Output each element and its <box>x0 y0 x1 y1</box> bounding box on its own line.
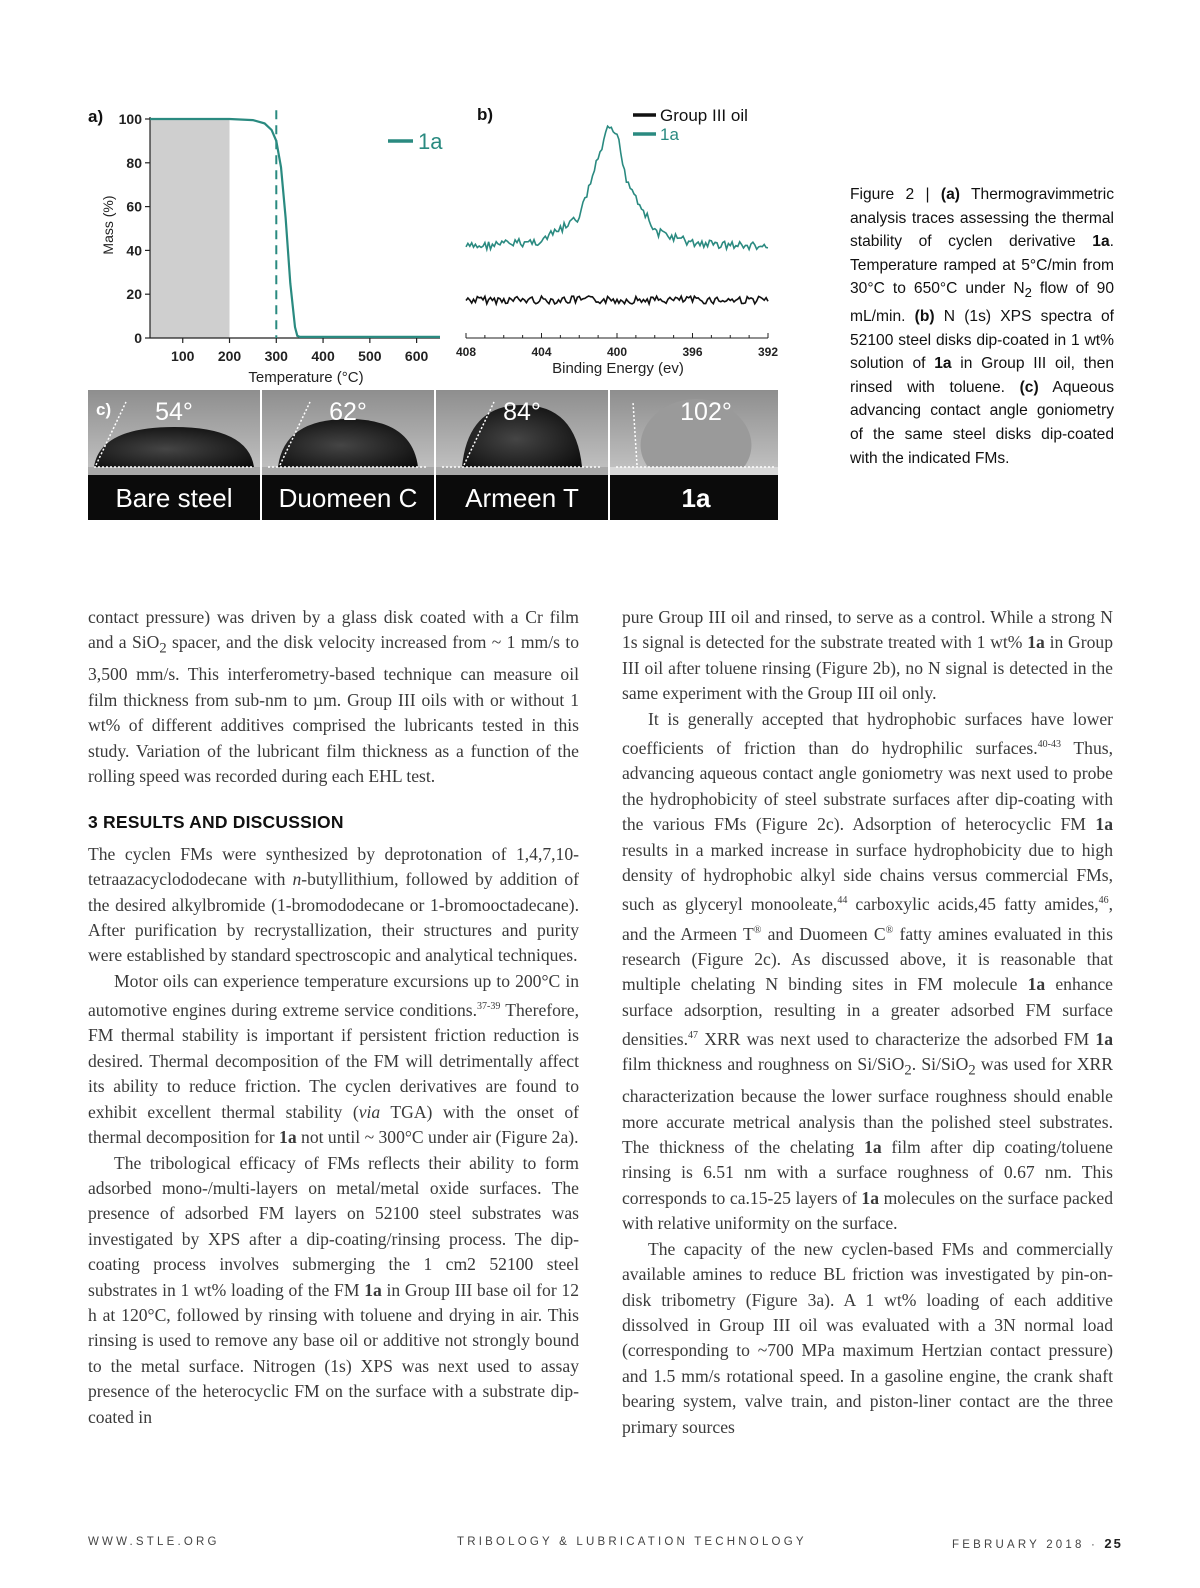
text-run: , and the Armeen T <box>622 894 1113 944</box>
tile-label: Armeen T <box>465 483 579 513</box>
panel-a <box>88 107 443 386</box>
panel-a-ytick-label: 40 <box>126 242 142 259</box>
compound-ref: 1a <box>364 1279 382 1300</box>
compound-ref: 1a <box>279 1127 297 1148</box>
panel-b <box>456 105 778 377</box>
caption-subscript: 2 <box>1024 285 1032 301</box>
text-run: . Si/SiO <box>911 1054 969 1075</box>
subscript: 2 <box>159 640 167 657</box>
panel-a-xtick-label: 200 <box>217 348 242 364</box>
caption-b-label: (b) <box>914 308 935 326</box>
panel-a-xtick-label: 400 <box>311 348 335 364</box>
panel-a-yticks <box>119 111 150 346</box>
footer-journal: TRIBOLOGY & LUBRICATION TECHNOLOGY <box>457 1536 807 1548</box>
text-run: contact pressure) was driven by a glass disk coated with a Cr film and a SiO <box>88 607 579 653</box>
text-run: The cyclen FMs were synthesized by deprotonation of 1,4,7,10-tetraazacyclododecane with <box>88 843 579 890</box>
contact-angle-value: 54° <box>155 398 193 426</box>
substrate-surface <box>610 467 778 475</box>
panel-a-xtick-label: 300 <box>264 348 288 364</box>
caption-c-text: Aqueous advancing contact angle goniometry of the same steel disks dip-coated with the indicated FMs. <box>850 378 1114 467</box>
text-run: film thickness and roughness on Si/SiO <box>622 1054 905 1075</box>
figure-caption <box>850 183 1114 470</box>
italic-run: n <box>292 869 302 890</box>
contact-angle-value: 84° <box>503 398 541 426</box>
text-run: in Group III base oil for 12 h at 120°C, followed by rinsing with toluene and drying in air. This rinsing is used to remove any base oil or additive not strongly bound to the metal surface. Nitrogen (1s) XPS was next used to assay presence of the heterocyclic FM on the surface with a substrate dip-coated in <box>88 1279 579 1427</box>
panel-b-xtick-label: 396 <box>682 345 703 359</box>
substrate-surface <box>262 467 434 475</box>
panel-a-xlabel: Temperature (°C) <box>248 369 364 386</box>
panel-a-xtick-label: 100 <box>171 348 195 364</box>
footer-date <box>952 1536 1123 1551</box>
text-run: Thus, advancing aqueous contact angle goniometry was next used to probe the hydrophobicity of steel substrate surfaces after dip-coating with the various FMs (Figure 2c). Adsorption of heterocyclic FM <box>622 737 1113 835</box>
contact-angle-tile <box>262 390 434 520</box>
text-run: and Duomeen C <box>761 923 886 944</box>
citation: 47 <box>687 1030 698 1042</box>
paragraph <box>88 969 579 1151</box>
paragraph: The capacity of the new cyclen-based FMs and commercially available amines to reduce BL friction was investigated by pin-on-disk tribometry (Figure 3a). A 1 wt% loading of each additive dissolved in Group III oil was evaluated with a 3N normal load (corresponding to ~700 MPa maximum Hertzian contact pressure) and 1.5 mm/s rotational speed. In a gasoline engine, the crank shaft bearing system, valve train, and piston-liner contact are the three primary sources <box>622 1238 1113 1437</box>
compound-ref: 1a <box>1027 632 1045 653</box>
page-number: 25 <box>1104 1536 1123 1551</box>
caption-a-text: . Temperature ramped at 5°C/min from 30°C to 650°C under N <box>850 233 1114 298</box>
panel-c <box>88 390 778 520</box>
contact-angle-tile <box>610 390 778 520</box>
text-run: was used for XRR characterization because the lower surface roughness should enable more accurate metrical analysis than the polished steel substrates. The thickness of the chelating <box>622 1054 1113 1158</box>
italic-run: via <box>358 1101 381 1122</box>
panel-a-xtick-label: 500 <box>358 348 382 364</box>
compound-ref: 1a <box>1027 974 1046 995</box>
compound-ref: 1a <box>1095 1028 1113 1049</box>
panel-b-xtick-label: 392 <box>757 345 778 359</box>
text-run: Therefore, FM thermal stability is important if persistent friction reduction is desired. Thermal decomposition of the FM will detrimentally affect its ability to reduce friction. The cyclen derivatives are found to exhibit excellent thermal stability ( <box>88 1000 579 1122</box>
tile-label: 1a <box>681 483 711 513</box>
panel-b-label: b) <box>477 105 494 124</box>
panel-b-spectrum-1a <box>466 126 768 249</box>
section-heading: 3 RESULTS AND DISCUSSION <box>88 812 344 833</box>
text-run: in Group III oil after toluene rinsing (Figure 2b), no N signal is detected in the same experiment with the Group III oil only. <box>622 632 1113 704</box>
panel-a-legend-label: 1a <box>418 129 443 154</box>
text-run: The tribological efficacy of FMs reflects their ability to form adsorbed mono-/multi-layers on metal/metal oxide surfaces. The presence of adsorbed FM layers on 52100 steel substrates was investigated by XPS after a dip-coating/rinsing process. The dip-coating process involves submerging the 1 cm2 52100 steel substrates in 1 wt% loading of the FM <box>88 1152 579 1300</box>
panel-a-ylabel: Mass (%) <box>100 195 116 255</box>
registered-mark: ® <box>753 924 762 936</box>
panel-c-label: c) <box>96 400 112 419</box>
contact-angle-tile <box>436 390 608 520</box>
text-run: pure Group III oil and rinsed, to serve as a control. While a strong N 1s signal is detected for the substrate treated with 1 wt% <box>622 607 1113 653</box>
tile-label: Bare steel <box>115 483 233 513</box>
figure-2 <box>88 100 778 525</box>
panel-a-xticks <box>171 338 428 364</box>
subscript: 2 <box>904 1062 912 1079</box>
panel-a-xtick-label: 600 <box>404 348 429 364</box>
panel-b-xlabel: Binding Energy (ev) <box>552 360 684 377</box>
substrate-surface <box>436 467 608 475</box>
panel-b-xtick-label: 408 <box>455 345 477 359</box>
paragraph <box>88 842 579 969</box>
text-run: not until ~ 300°C under air (Figure 2a). <box>296 1127 579 1148</box>
text-run: XRR was next used to characterize the adsorbed FM <box>697 1028 1096 1049</box>
panel-a-ytick-label: 60 <box>126 198 142 215</box>
panel-b-legend-group3: Group III oil <box>660 106 748 125</box>
compound-ref: 1a <box>1095 814 1113 835</box>
text-run: molecules on the surface packed with relative uniformity on the surface. <box>622 1187 1113 1234</box>
caption-compound: 1a <box>1092 233 1110 251</box>
panel-b-spectrum-group3 <box>466 296 768 304</box>
footer-website: WWW.STLE.ORG <box>88 1536 220 1548</box>
panel-b-legend-1a: 1a <box>660 125 679 144</box>
substrate-surface <box>88 467 260 475</box>
text-run: enhance surface adsorption, resulting in a greater adsorbed FM surface densities. <box>622 974 1113 1049</box>
caption-a-text: flow of 90 mL/min. <box>850 280 1114 326</box>
caption-c-label: (c) <box>1019 378 1039 396</box>
panel-b-xticks <box>456 333 778 359</box>
compound-ref: 1a <box>861 1187 879 1208</box>
contact-angle-value: 62° <box>329 398 367 426</box>
panel-b-xtick-label: 400 <box>606 345 628 359</box>
text-run: Motor oils can experience temperature excursions up to 200°C in automotive engines during extreme service conditions. <box>88 970 579 1021</box>
text-run: spacer, and the disk velocity increased from ~ 1 mm/s to 3,500 mm/s. This interferometry-based technique can measure oil film thickness from sub-nm to µm. Group III oils with or without 1 wt% of different additives comprised the lubricants tested in this study. Variation of the lubricant film thickness as a function of the rolling speed was recorded during each EHL test. <box>88 632 579 786</box>
text-run: results in a marked increase in surface hydrophobicity due to high density of hydrophobic alkyl side chains versus commercial FMs, such as glyceryl monooleate, <box>622 839 1113 915</box>
citation: 37-39 <box>477 1001 501 1013</box>
footer-date-text: FEBRUARY 2018 · <box>952 1539 1099 1551</box>
caption-prefix: Figure 2 | <box>850 186 941 203</box>
caption-a-label: (a) <box>940 186 960 203</box>
citation: 40-43 <box>1037 739 1061 751</box>
tile-label: Duomeen C <box>278 483 418 513</box>
paragraph <box>88 1151 579 1430</box>
text-run: -butyllithium, followed by addition of the desired alkylbromide (1-bromododecane or 1-bromooctadecane). After purification by recrystallization, their structures and purity were established by standard spectroscopic and analytical techniques. <box>88 869 579 966</box>
paragraph <box>622 707 1113 1237</box>
contact-angle-value: 102° <box>680 398 732 426</box>
right-column <box>622 605 1113 1440</box>
text-run: film after dip coating/toluene rinsing is 6.51 nm with a surface roughness of 0.67 nm. This corresponds to ca.15-25 layers of <box>622 1137 1113 1208</box>
panel-a-shaded-region <box>150 119 230 338</box>
caption-b-text: N (1s) XPS spectra of 52100 steel disks dip-coated in 1 wt% solution of <box>850 308 1114 373</box>
caption-b-text: in Group III oil, then rinsed with toluene. <box>850 355 1114 396</box>
panel-a-ytick-label: 80 <box>126 154 142 171</box>
left-column <box>88 605 579 1430</box>
text-run: TGA) with the onset of thermal decomposition for <box>88 1101 579 1148</box>
paragraph <box>88 605 579 789</box>
subscript: 2 <box>968 1062 976 1079</box>
text-run: fatty amines evaluated in this research (Figure 2c). As discussed above, it is reasonable that multiple chelating N binding sites in FM molecule <box>622 923 1114 995</box>
citation: 46 <box>1098 895 1109 907</box>
panel-a-ytick-label: 0 <box>134 330 142 346</box>
panel-a-ytick-label: 100 <box>118 111 142 127</box>
text-run: It is generally accepted that hydrophobic surfaces have lower coefficients of friction than do hydrophilic surfaces. <box>622 708 1113 758</box>
contact-angle-tile <box>88 390 260 520</box>
text-run: carboxylic acids,45 fatty amides, <box>847 894 1099 915</box>
caption-compound: 1a <box>934 355 952 373</box>
panel-a-label: a) <box>88 107 104 126</box>
panel-b-xtick-label: 404 <box>531 345 552 359</box>
registered-mark: ® <box>885 924 894 936</box>
caption-a-text: Thermogravimmetric analysis traces assessing the thermal stability of cyclen derivative <box>850 186 1114 251</box>
paragraph <box>622 605 1113 707</box>
compound-ref: 1a <box>864 1137 882 1158</box>
panel-a-ytick-label: 20 <box>126 286 142 303</box>
citation: 44 <box>837 895 848 907</box>
